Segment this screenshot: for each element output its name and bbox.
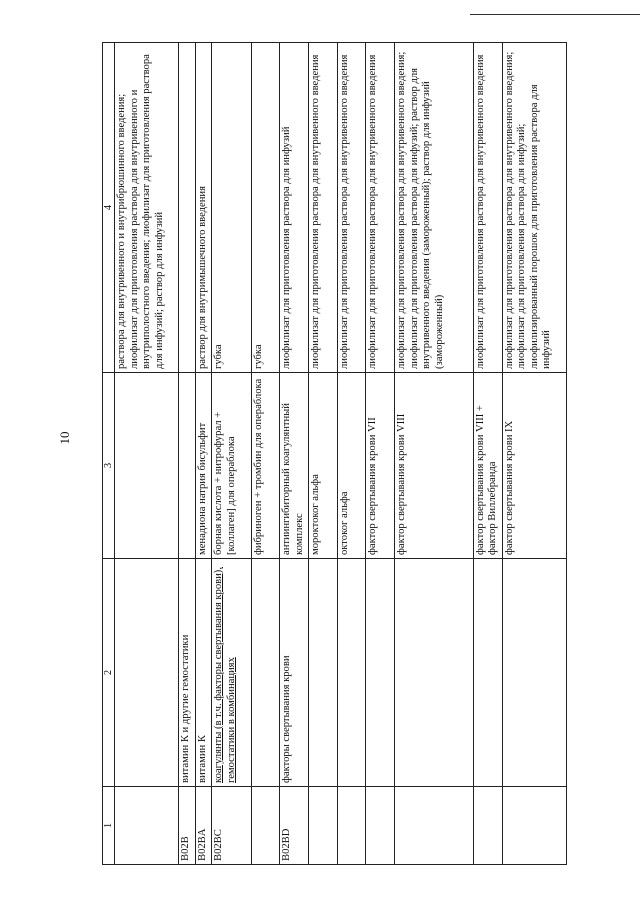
group-cell xyxy=(337,559,366,787)
group-cell xyxy=(502,559,566,787)
group-cell xyxy=(251,559,280,787)
code-cell xyxy=(337,787,366,865)
page-number: 10 xyxy=(57,431,72,445)
substance-cell: фактор свертывания крови VII xyxy=(366,373,395,559)
column-header-4: 4 xyxy=(103,43,115,373)
form-cell: губка xyxy=(212,43,252,373)
column-header-2: 2 xyxy=(103,559,115,787)
code-cell: B02BC xyxy=(212,787,252,865)
code-cell xyxy=(366,787,395,865)
form-cell: лиофилизат для приготовления раствора для внутривенного введения; лиофилизат для приготовления раствора для инфузий; раствор для внутривенного введения (замороженный); раствор для инфузий (замороженный) xyxy=(395,43,474,373)
code-cell: B02BD xyxy=(280,787,309,865)
substance-cell: фибриноген + тромбин для операблока xyxy=(251,373,280,559)
column-header-1: 1 xyxy=(103,787,115,865)
column-header-3: 3 xyxy=(103,373,115,559)
substance-cell: антиингибиторный коагулянтный комплекс xyxy=(280,373,309,559)
form-cell xyxy=(179,43,195,373)
table-row xyxy=(337,43,366,865)
group-cell xyxy=(395,559,474,787)
code-cell xyxy=(309,787,338,865)
substance-cell: мороктоког альфа xyxy=(309,373,338,559)
table-row xyxy=(115,43,179,865)
substance-cell: фактор свертывания крови IX xyxy=(502,373,566,559)
substance-cell: борная кислота + нитрофурал + [коллаген] для операблока xyxy=(212,373,252,559)
table-row xyxy=(251,43,280,865)
form-cell: губка xyxy=(251,43,280,373)
table-row xyxy=(309,43,338,865)
group-cell: витамин К xyxy=(195,559,211,787)
code-cell xyxy=(502,787,566,865)
form-cell: лиофилизат для приготовления раствора для внутривенного введения; лиофилизат для приготовления раствора для инфузий; лиофилизированный порошок для приготовления раствора для инфузий xyxy=(502,43,566,373)
table-row xyxy=(395,43,474,865)
group-cell xyxy=(309,559,338,787)
substance-cell: менадиона натрия бисульфит xyxy=(195,373,211,559)
table-row xyxy=(502,43,566,865)
form-cell: лиофилизат для приготовления раствора для внутривенного введения xyxy=(337,43,366,373)
group-cell: коагулянты (в т.ч. факторы свертывания крови), гемостатики в комбинациях xyxy=(212,559,252,787)
code-cell: B02B xyxy=(179,787,195,865)
substance-cell xyxy=(115,373,179,559)
group-cell: витамин К и другие гемостатики xyxy=(179,559,195,787)
group-cell xyxy=(473,559,502,787)
form-cell: раствора для внутривенного и внутрибрюшинного введения; лиофилизат для приготовления раствора для внутривенного и внутриполостного введения; лиофилизат для приготовления раствора для инфузий; раствор для инфузий xyxy=(115,43,179,373)
form-cell: лиофилизат для приготовления раствора для внутривенного введения xyxy=(309,43,338,373)
substance-cell: фактор свертывания крови VIII + фактор Виллебранда xyxy=(473,373,502,559)
table-row xyxy=(212,43,252,865)
table-row xyxy=(195,43,211,865)
code-cell xyxy=(473,787,502,865)
medicines-table xyxy=(102,42,567,865)
form-cell: лиофилизат для приготовления раствора для внутривенного введения xyxy=(366,43,395,373)
code-cell xyxy=(395,787,474,865)
form-cell: лиофилизат для приготовления раствора для инфузий xyxy=(280,43,309,373)
table-row xyxy=(473,43,502,865)
header-rule xyxy=(470,14,640,15)
substance-cell: октоког альфа xyxy=(337,373,366,559)
table-row xyxy=(366,43,395,865)
substance-cell xyxy=(179,373,195,559)
group-cell xyxy=(366,559,395,787)
table-row xyxy=(179,43,195,865)
code-cell xyxy=(115,787,179,865)
substance-cell: фактор свертывания крови VIII xyxy=(395,373,474,559)
code-cell xyxy=(251,787,280,865)
group-cell: факторы свертывания крови xyxy=(280,559,309,787)
rotated-table-container xyxy=(102,43,567,865)
group-cell xyxy=(115,559,179,787)
table-header-row xyxy=(103,43,115,865)
table-row xyxy=(280,43,309,865)
code-cell: B02BA xyxy=(195,787,211,865)
form-cell: лиофилизат для приготовления раствора для внутривенного введения xyxy=(473,43,502,373)
form-cell: раствор для внутримышечного введения xyxy=(195,43,211,373)
